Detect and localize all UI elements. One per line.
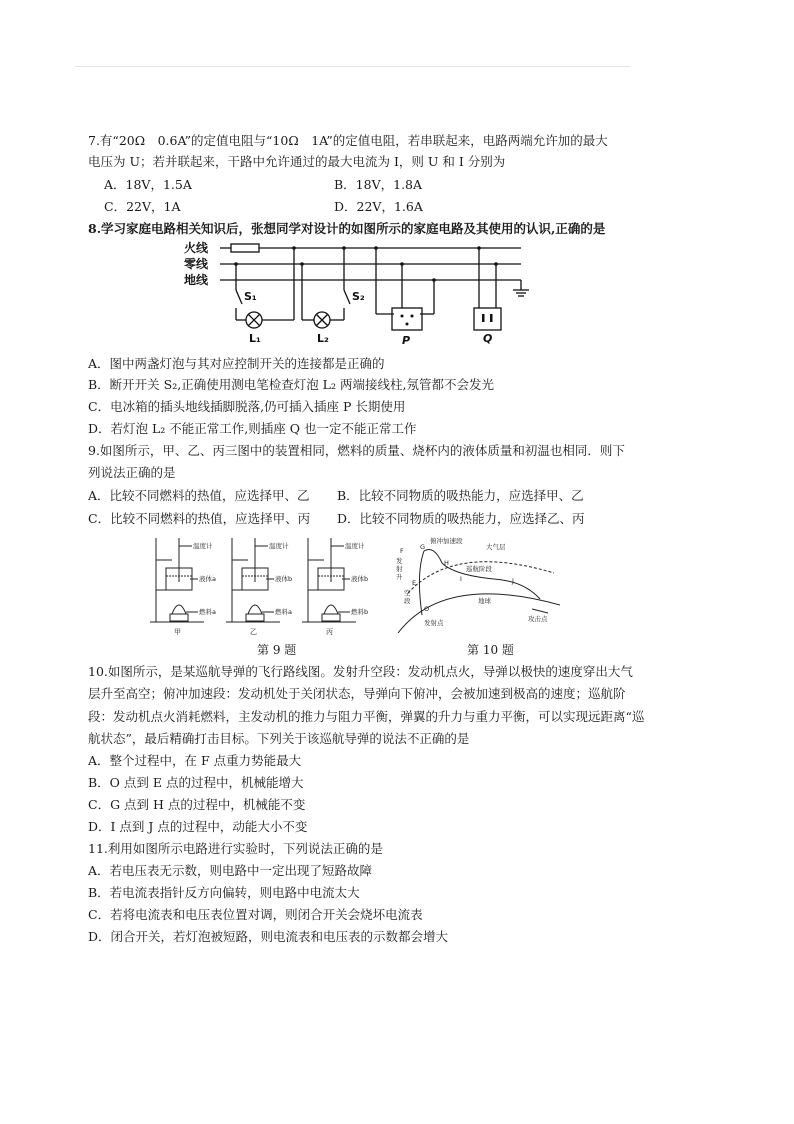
q7-option-c: C．22V，1A (104, 199, 181, 214)
launch-rise-phase-label: 发射升空段 (396, 557, 411, 605)
q9-option-a: A．比较不同燃料的热值，应选择甲、乙 (88, 488, 310, 503)
q7-option-b: B．18V，1.8A (334, 177, 423, 192)
q11-option-d: D．闭合开关，若灯泡被短路，则电流表和电压表的示数都会增大 (88, 929, 449, 944)
socket-q-label: Q (483, 332, 493, 345)
q10-stem-line2: 层升至高空；俯冲加速段：发动机处于关闭状态，导弹向下俯冲，会被加速到极高的速度；巡航阶 (88, 686, 626, 701)
lamp-l1-label: L₁ (249, 332, 261, 345)
apparatus-yi (226, 538, 280, 622)
fuel-label-bing: 燃料b (351, 608, 369, 616)
q11-option-b: B．若电流表指针反方向偏转，则电路中电流太大 (88, 885, 360, 900)
point-f-label: F (400, 547, 404, 555)
q10-option-c: C．G 点到 H 点的过程中，机械能不变 (88, 797, 306, 812)
ground-wire-label: 地线 (184, 273, 209, 287)
live-wire-label: 火线 (184, 241, 209, 255)
cruise-phase-label: 巡航阶段 (466, 565, 492, 573)
q8-option-b: B．断开开关 S₂,正确使用测电笔检查灯泡 L₂ 两端接线柱,氖管都不会发光 (88, 377, 494, 392)
attack-point-label: 攻击点 (528, 615, 548, 623)
apparatus-yi-label: 乙 (250, 628, 257, 636)
apparatus-jia-label: 甲 (174, 628, 181, 636)
q7-option-a: A．18V，1.5A (104, 177, 192, 192)
thermometer-label-bing: 温度计 (345, 542, 365, 550)
switch-s1 (236, 290, 242, 304)
fuel-label-jia: 燃料a (199, 608, 216, 616)
apparatus-bing (302, 538, 356, 622)
q7-stem-line1: 7.有“20Ω 0.6A”的定值电阻与“10Ω 1A”的定值电阻，若串联起来，电路两端允许加的最大 (88, 133, 608, 148)
q11-option-a: A．若电压表无示数，则电路中一定出现了短路故障 (88, 863, 373, 878)
q8-option-d: D．若灯泡 L₂ 不能正常工作,则插座 Q 也一定不能正常工作 (88, 421, 417, 436)
q10-missile-flight-path-figure (394, 533, 560, 633)
launch-point-label: 发射点 (424, 619, 444, 627)
switch-s1-label: S₁ (244, 290, 257, 303)
q10-stem-line1: 10.如图所示，是某巡航导弹的飞行路线图。发射升空段：发动机点火，导弹以极快的速度穿出大气 (88, 664, 633, 679)
q8-option-c: C．电冰箱的插头地线插脚脱落,仍可插入插座 P 长期使用 (88, 399, 406, 414)
liquid-label-jia: 液体a (199, 575, 216, 583)
q10-option-d: D．I 点到 J 点的过程中，动能大小不变 (88, 819, 308, 834)
dive-phase-label: 俯冲加速段 (430, 537, 463, 545)
liquid-label-yi: 液体b (275, 575, 293, 583)
q8-stem: 8.学习家庭电路相关知识后，张想同学对设计的如图所示的家庭电路及其使用的认识,正确的是 (88, 221, 606, 236)
q8-option-a: A．图中两盏灯泡与其对应控制开关的连接都是正确的 (88, 356, 385, 371)
q7-stem-line2: 电压为 U；若并联起来，干路中允许通过的最大电流为 I，则 U 和 I 分别为 (88, 154, 506, 169)
lamp-l2-label: L₂ (317, 332, 329, 345)
point-g-label: G (420, 543, 426, 551)
q9-stem-line2: 列说法正确的是 (88, 465, 176, 480)
thermometer-label-yi: 温度计 (269, 542, 289, 550)
apparatus-bing-label: 丙 (326, 628, 333, 636)
point-i-label: I (460, 575, 462, 583)
missile-trajectory (419, 550, 540, 616)
switch-s2 (344, 290, 350, 304)
q9-heating-apparatus-figure (146, 532, 386, 640)
liquid-label-bing: 液体b (351, 575, 369, 583)
q9-stem-line1: 9.如图所示，甲、乙、丙三图中的装置相同，燃料的质量、烧杯内的液体质量和初温也相同．则下 (88, 443, 625, 458)
q8-household-circuit-diagram (176, 238, 536, 348)
socket-p (392, 308, 422, 330)
earth-label: 地球 (478, 597, 491, 605)
socket-q (474, 308, 501, 330)
neutral-wire-label: 零线 (184, 257, 209, 271)
page-top-rule (75, 66, 630, 67)
q9-option-c: C．比较不同燃料的热值，应选择甲、丙 (88, 511, 311, 526)
fuse (231, 244, 259, 252)
q9-option-b: B．比较不同物质的吸热能力，应选择甲、乙 (337, 488, 584, 503)
atmosphere-label: 大气层 (486, 543, 506, 551)
q10-option-a: A．整个过程中，在 F 点重力势能最大 (88, 753, 302, 768)
q10-stem-line4: 航状态”，最后精确打击目标。下列关于该巡航导弹的说法不正确的是 (88, 731, 470, 746)
q11-stem: 11.利用如图所示电路进行实验时，下列说法正确的是 (88, 841, 383, 856)
q10-figure-caption: 第 10 题 (467, 643, 514, 657)
point-e-label: E (412, 579, 417, 587)
point-o-label: O (424, 605, 430, 613)
thermometer-label-jia: 温度计 (193, 542, 213, 550)
point-j-label: J (512, 577, 514, 585)
q9-figure-caption: 第 9 题 (257, 643, 297, 657)
fuel-label-yi: 燃料a (275, 608, 292, 616)
q10-stem-line3: 段：发动机点火消耗燃料，主发动机的推力与阻力平衡，弹翼的升力与重力平衡，可以实现远距离“巡 (88, 709, 645, 724)
q11-option-c: C．若将电流表和电压表位置对调，则闭合开关会烧坏电流表 (88, 907, 423, 922)
q9-option-d: D．比较不同物质的吸热能力，应选择乙、丙 (337, 511, 585, 526)
q10-option-b: B．O 点到 E 点的过程中，机械能增大 (88, 775, 304, 790)
switch-s2-label: S₂ (352, 290, 365, 303)
point-h-label: H (444, 559, 449, 567)
socket-p-label: P (402, 334, 411, 347)
q7-option-d: D．22V，1.6A (334, 199, 423, 214)
apparatus-jia (150, 538, 204, 622)
